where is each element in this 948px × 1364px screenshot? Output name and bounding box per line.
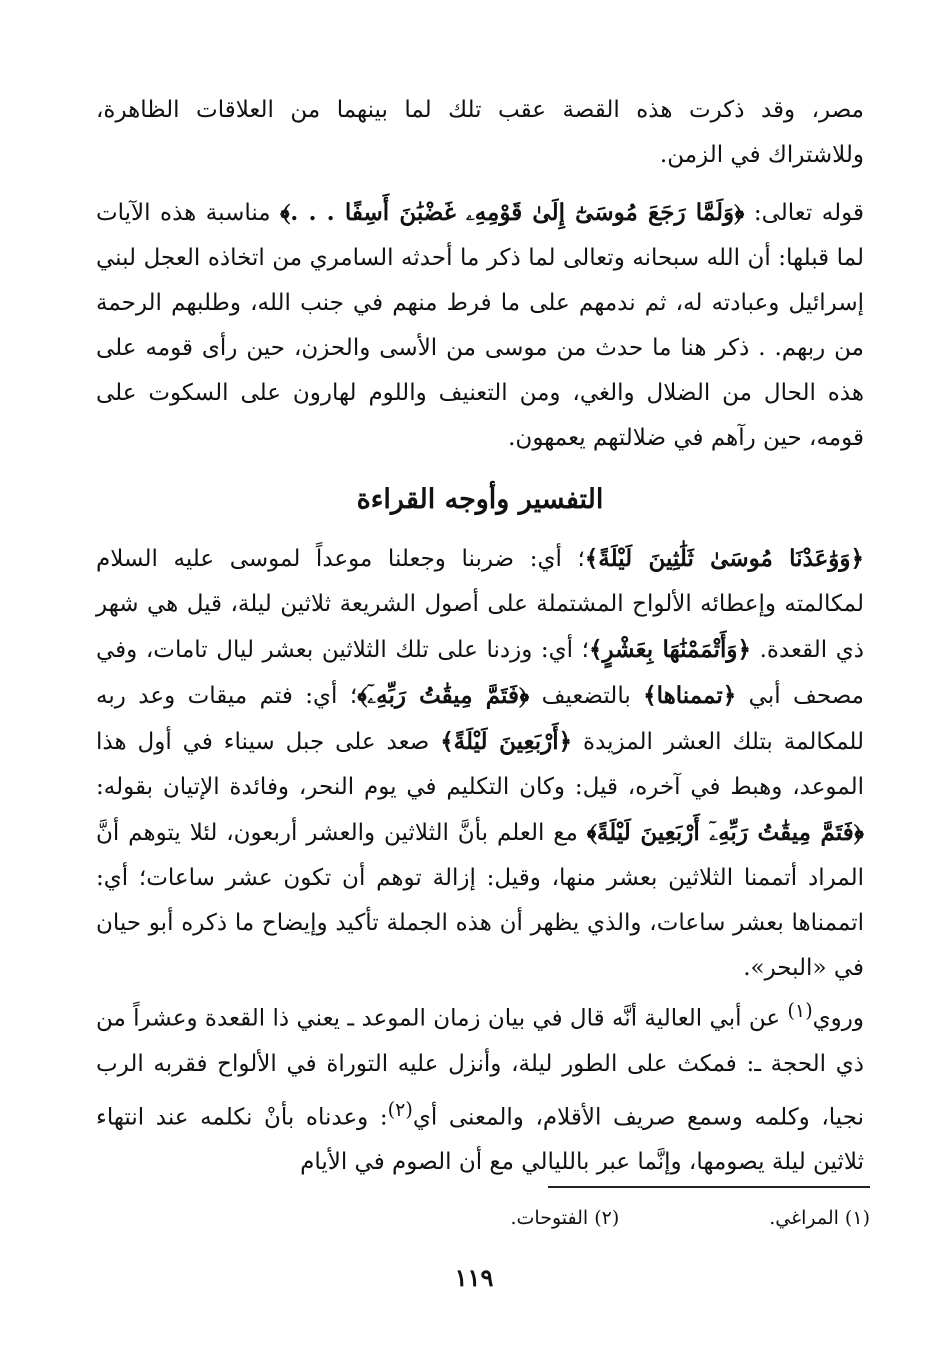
paragraph-tafsir xyxy=(96,536,864,991)
quran-verse: ﴿تممناها﴾ xyxy=(643,682,737,709)
paragraph-text: ؛ أي: وزدنا على تلك الثلاثين بعشر ليال تامات، وفي مصحف أبي xyxy=(96,637,864,709)
paragraph-text: بالتضعيف xyxy=(529,683,644,709)
paragraph-intro: مصر، وقد ذكرت هذه القصة عقب تلك لما بينهما من العلاقات الظاهرة، وللاشتراك في الزمن. xyxy=(96,97,864,168)
paragraph-text: عن أبي العالية أنَّه قال في بيان زمان الموعد ـ يعني ذا القعدة وعشراً من ذي الحجة ـ: فمكث على الطور ليلة، وأنزل عليه التوراة في الألواح فقربه الرب نجيا، وكلمه وسمع صريف الأقلام، والمعنى أي xyxy=(96,1005,864,1131)
paragraph-text: صعد على جبل سيناء في أول هذا الموعد، وهبط في آخره، قيل: وكان التكليم في يوم النحر، وفائدة الإتيان بقوله: xyxy=(96,729,864,800)
paragraph-text: قوله تعالى: xyxy=(744,200,864,226)
paragraph-text: : وعدناه بأنْ نكلمه عند انتهاء ثلاثين ليلة يصومها، وإنَّما عبر بالليالي مع أن الصوم في الأيام xyxy=(96,1104,864,1176)
quran-verse: ﴿فَتَمَّ مِيقَٰتُ رَبِّهِۦٓ أَرْبَعِينَ لَيْلَةً﴾ xyxy=(586,819,864,846)
paragraph-text: ؛ أي: ضربنا وجعلنا موعداً لموسى عليه السلام لمكالمته وإعطائه الألواح المشتملة على أصول الشريعة ثلاثين ليلة، قيل هي شهر ذي القعدة. xyxy=(96,546,864,663)
quran-verse: ﴿وَلَمَّا رَجَعَ مُوسَىٰٓ إِلَىٰ قَوْمِهِۦ غَضْبَٰنَ أَسِفًا . . .﴾ xyxy=(280,199,745,226)
paragraph-text: مناسبة هذه الآيات لما قبلها: أن الله سبحانه وتعالى لما ذكر ما أحدثه السامري من اتخاذه العجل لبني إسرائيل وعبادته له، ثم ندمهم على ما فرط منهم في جنب الله، وطلبهم الرحمة من ربهم. . ذكر هنا ما حدث من موسى من الأسى والحزن، حين رأى قومه على هذه الحال من الضلال والغي، ومن التعنيف واللوم لهارون على السكوت على قومه، حين رآهم في ضلالتهم يعمهون. xyxy=(96,200,864,451)
paragraph-narration xyxy=(96,988,864,1185)
quran-verse: ﴿أَرْبَعِينَ لَيْلَةً﴾ xyxy=(440,728,573,755)
footnote-ref: (٢) xyxy=(387,1097,413,1121)
paragraph-text: مع العلم بأنَّ الثلاثين والعشر أربعون، لئلا يتوهم أنَّ المراد أتممنا الثلاثين بعشر منها، وقيل: إزالة توهم أن تكون عشر ساعات؛ أي: اتممناها بعشر ساعات، والذي يظهر أن هذه الجملة تأكيد وإيضاح ما ذكره أبو حيان في «البحر». xyxy=(96,820,864,981)
footnote-2: (٢) الفتوحات. xyxy=(510,1207,620,1229)
footnote-1: (١) المراغي. xyxy=(769,1207,870,1229)
quran-verse: ﴿فَتَمَّ مِيقَٰتُ رَبِّهِۦٓ﴾ xyxy=(357,682,530,709)
quran-verse: ﴿وَأَتْمَمْنَٰهَا بِعَشْرٍ﴾ xyxy=(588,636,751,663)
quran-verse: ﴿وَوَٰعَدْنَا مُوسَىٰ ثَلَٰثِينَ لَيْلَةً﴾ xyxy=(584,545,864,572)
page-number: ١١٩ xyxy=(454,1263,494,1292)
paragraph-verse-relation xyxy=(96,190,864,461)
section-title: التفسير وأوجه القراءة xyxy=(356,484,604,515)
footnote-ref: (١) xyxy=(787,999,813,1022)
paragraph-text: ؛ أي: فتم ميقات وعد ربه للمكالمة بتلك العشر المزيدة xyxy=(96,683,865,755)
footnotes xyxy=(300,1200,870,1236)
paragraph-text: وروي xyxy=(812,1005,864,1032)
footnote-divider xyxy=(548,1186,870,1188)
